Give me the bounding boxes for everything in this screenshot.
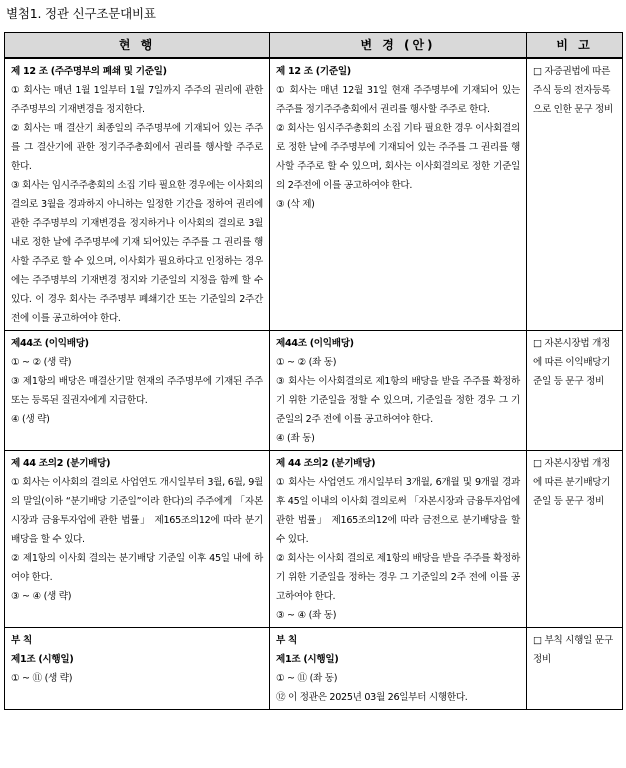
article-subtitle: 제1조 (시행일) [276,654,339,665]
article-clause: ③ 회사는 이사회결의로 제1항의 배당을 받을 주주를 확정하기 위한 기준일을 정할 수 있으며, 기준일을 정한 경우 그 기준일의 2주 전에 이를 공고하여야 한다. [276,376,520,425]
article-clause: ③ ~ ④ (좌 동) [276,610,337,621]
article-clause: ① ~ ② (생 략) [11,357,72,368]
table-row [5,331,623,451]
note-cell: □ 자본시장법 개정에 따른 이익배당기준일 등 문구 정비 [527,331,623,451]
article-clause: ③ ~ ④ (생 략) [11,591,72,602]
header-new: 변 경 (안) [270,33,527,59]
article-clause: ③ 제1항의 배당은 매결산기말 현재의 주주명부에 기재된 주주 또는 등록된 질권자에게 지급한다. [11,376,263,406]
table-row [5,58,623,331]
article-title: 부 칙 [276,635,297,646]
article-title: 제44조 (이익배당) [11,338,89,349]
document-title: 별첨1. 정관 신구조문대비표 [6,6,156,21]
article-clause: ① 회사는 이사회의 결의로 사업연도 개시일부터 3월, 6월, 9월의 말일(이하 “분기배당 기준일”이라 한다)의 주주에게 「자본시장과 금융투자업에 관한 법률」 제165조의12에 따라 분기배당을 할 수 있다. [11,477,263,545]
article-clause: ② 회사는 임시주주총회의 소집 기타 필요한 경우 이사회결의로 정한 날에 주주명부에 기재되어 있는 주주를 그 권리를 행사할 주주로 할 수 있으며, 회사는 이사회결의로 정한 기준일의 2주전에 이를 공고하여야 한다. [276,123,520,191]
article-title: 제44조 (이익배당) [276,338,354,349]
header-note: 비 고 [527,33,623,59]
article-subtitle: 제1조 (시행일) [11,654,74,665]
article-title: 부 칙 [11,635,32,646]
article-clause: ② 회사는 이사회 결의로 제1항의 배당을 받을 주주를 확정하기 위한 기준일을 정하는 경우 그 기준일의 2주 전에 이를 공고하여야 한다. [276,553,520,602]
article-title: 제 12 조 (기준일) [276,66,351,77]
note-cell: □ 자본시장법 개정에 따른 분기배당기준일 등 문구 정비 [527,451,623,628]
current-article-cell [5,628,270,710]
new-article-cell [270,628,527,710]
table-row [5,451,623,628]
article-title: 제 12 조 (주주명부의 폐쇄 및 기준일) [11,66,167,77]
article-clause: ① ~ ⑪ (좌 동) [276,673,338,684]
table-header-row [5,33,623,59]
article-clause: ① ~ ② (좌 동) [276,357,337,368]
current-article-cell [5,451,270,628]
article-clause: ③ (삭 제) [276,199,315,210]
article-clause: ① ~ ⑪ (생 략) [11,673,73,684]
current-article-cell [5,58,270,331]
current-article-cell [5,331,270,451]
article-clause: ② 회사는 매 결산기 최종일의 주주명부에 기재되어 있는 주주를 그 결산기에 관한 정기주주총회에서 권리를 행사할 주주로 한다. [11,123,263,172]
article-clause: ⑫ 이 정관은 2025년 03월 26일부터 시행한다. [276,692,468,703]
article-clause: ③ 회사는 임시주주총회의 소집 기타 필요한 경우에는 이사회의 결의로 3월을 경과하지 아니하는 일정한 기간을 정하여 권리에 관한 주주명부의 기재변경을 정지하거나 이사회의 결의로 3월내로 정한 날에 주주명부에 기재 되어있는 주주를 그 권리를 행사할 주주로 할 수 있으며, 이사회가 필요하다고 인정하는 경우에는 주주명부의 기재변경 정지와 기준일의 지정을 함께 할 수 있다. 이 경우 회사는 주주명부 폐쇄기간 또는 기준일의 2주간 전에 이를 공고하여야 한다. [11,180,263,324]
new-article-cell [270,58,527,331]
article-clause: ④ (생 략) [11,414,50,425]
header-current: 현 행 [5,33,270,59]
article-clause: ① 회사는 매년 12월 31일 현재 주주명부에 기재되어 있는 주주를 정기주주총회에서 권리를 행사할 주주로 한다. [276,85,520,115]
article-clause: ④ (좌 동) [276,433,315,444]
new-article-cell [270,451,527,628]
table-row [5,628,623,710]
comparison-table [4,32,623,710]
note-cell: □ 자증권법에 따른 주식 등의 전자등록으로 인한 문구 정비 [527,58,623,331]
article-clause: ① 회사는 매년 1월 1일부터 1월 7일까지 주주의 권리에 관한 주주명부의 기재변경을 정지한다. [11,85,263,115]
note-cell: □ 부칙 시행일 문구 정비 [527,628,623,710]
article-title: 제 44 조의2 (분기배당) [276,458,376,469]
article-clause: ② 제1항의 이사회 결의는 분기배당 기준일 이후 45일 내에 하여야 한다. [11,553,263,583]
article-clause: ① 회사는 사업연도 개시일부터 3개월, 6개월 및 9개월 경과 후 45일 이내의 이사회 결의로써 「자본시장과 금융투자업에 관한 법률」 제165조의12에 따라 금전으로 분기배당을 할 수 있다. [276,477,520,545]
new-article-cell [270,331,527,451]
article-title: 제 44 조의2 (분기배당) [11,458,111,469]
